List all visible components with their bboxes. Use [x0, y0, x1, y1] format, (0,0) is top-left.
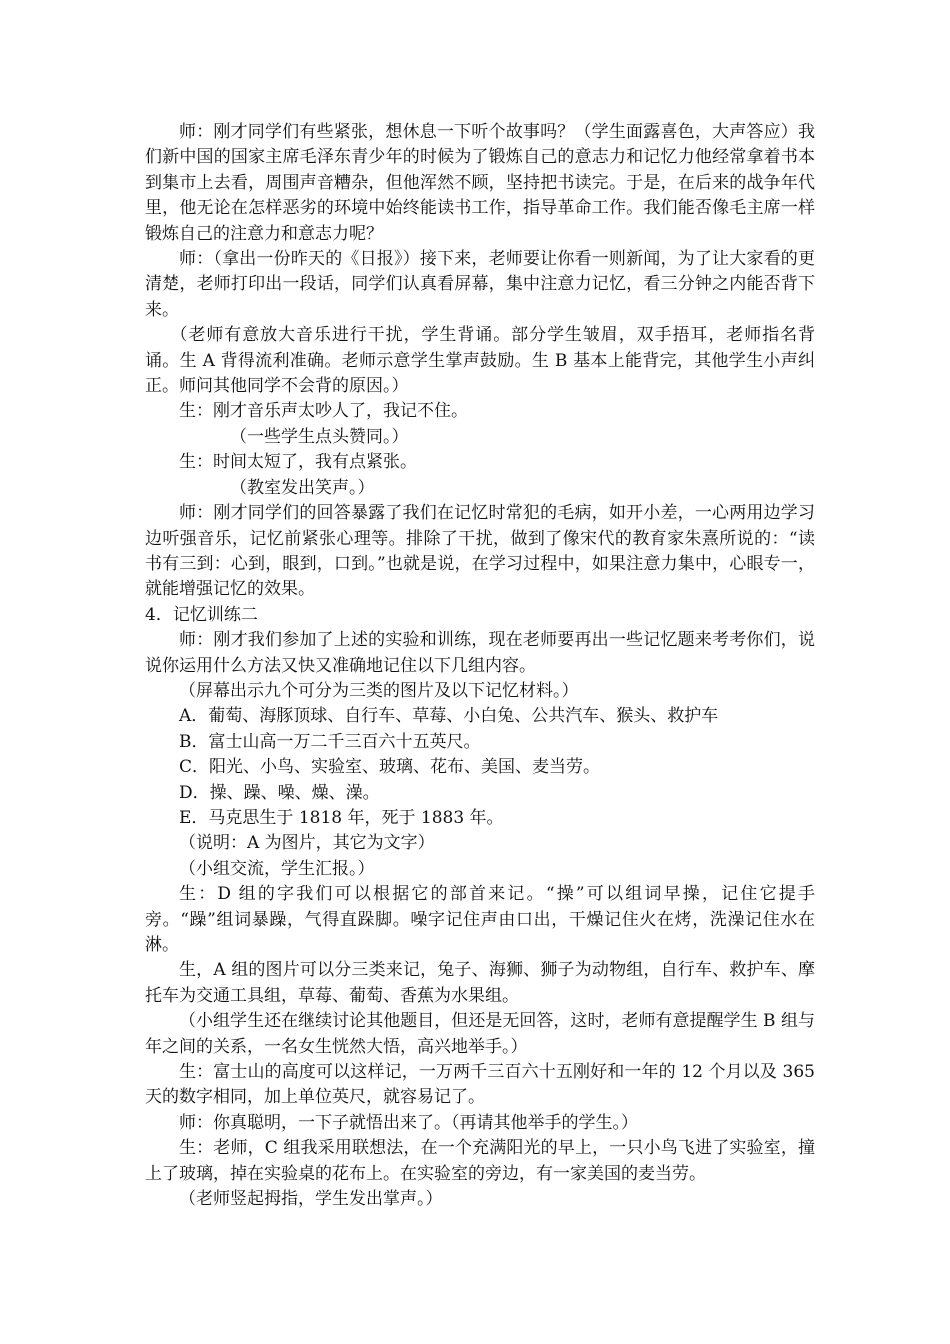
paragraph-student-a-group: 生，A 组的图片可以分三类来记，兔子、海狮、狮子为动物组，自行车、救护车、摩托车为交通工具组，草莓、葡萄、香蕉为水果组。	[145, 960, 815, 1006]
paragraph-thumbs-up: （老师竖起拇指，学生发出掌声。）	[179, 1189, 443, 1210]
paragraph-group-exchange: （小组交流，学生汇报。）	[179, 858, 375, 879]
paragraph-note: （说明：A 为图片，其它为文字）	[179, 833, 435, 854]
list-item-a: A．葡萄、海豚顶球、自行车、草莓、小白兔、公共汽车、猴头、救护车	[179, 706, 719, 727]
paragraph-laughter: （教室发出笑声。）	[230, 477, 375, 498]
paragraph-student-d-group: 生：D 组的字我们可以根据它的部首来记。“操”可以组词早操，记住它提手旁。“躁”组词暴躁，气得直跺脚。噪字记住声由口出，干燥记住火在烤，洗澡记住水在淋。	[145, 884, 815, 955]
document-page	[145, 120, 815, 1212]
paragraph-student-noise: 生：刚才音乐声太吵人了，我记不住。	[179, 401, 468, 422]
section-heading-memory-training-2: 4．记忆训练二	[145, 604, 258, 625]
paragraph-teacher-summary: 师：刚才同学们的回答暴露了我们在记忆时常犯的毛病，如开小差，一心两用边学习边听强音乐，记忆前紧张心理等。排除了干扰，做到了像宋代的教育家朱熹所说的：“读书有三到：心到，眼到，口到。”也就是说，在学习过程中，如果注意力集中，心眼专一，就能增强记忆的效果。	[145, 503, 815, 600]
paragraph-students-nod: （一些学生点头赞同。）	[230, 426, 409, 447]
paragraph-newspaper: 师：（拿出一份昨天的《日报》）接下来，老师要让你看一则新闻，为了让大家看的更清楚，老师打印出一段话，同学们认真看屏幕，集中注意力记忆，看三分钟之内能否背下来。	[145, 249, 815, 320]
paragraph-teacher-quiz: 师：刚才我们参加了上述的实验和训练，现在老师要再出一些记忆题来考考你们，说说你运用什么方法又快又准确地记住以下几组内容。	[145, 630, 815, 676]
paragraph-teacher-praise: 师：你真聪明，一下子就悟出来了。（再请其他举手的学生。）	[179, 1112, 638, 1133]
paragraph-music-interference: （老师有意放大音乐进行干扰，学生背诵。部分学生皱眉，双手捂耳，老师指名背诵。生 A 背得流利准确。老师示意学生掌声鼓励。生 B 基本上能背完，其他学生小声纠正。师问其他同学不会背的原因。）	[145, 325, 815, 397]
list-item-b: B．富士山高一万二千三百六十五英尺。	[179, 731, 481, 752]
paragraph-student-nervous: 生：时间太短了，我有点紧张。	[179, 452, 417, 473]
paragraph-screen-shows: （屏幕出示九个可分为三类的图片及以下记忆材料。）	[179, 680, 579, 701]
list-item-e: E．马克思生于 1818 年，死于 1883 年。	[179, 807, 504, 828]
list-item-d: D．操、躁、噪、燥、澡。	[179, 782, 380, 803]
paragraph-teacher-hint: （小组学生还在继续讨论其他题目，但还是无回答，这时，老师有意提醒学生 B 组与年之间的关系，一名女生恍然大悟，高兴地举手。）	[145, 1011, 815, 1057]
list-item-c: C．阳光、小鸟、实验室、玻璃、花布、美国、麦当劳。	[179, 757, 601, 778]
paragraph-mao-story: 师：刚才同学们有些紧张，想休息一下听个故事吗？（学生面露喜色，大声答应）我们新中国的国家主席毛泽东青少年的时候为了锻炼自己的意志力和记忆力他经常拿着书本到集市上去看，周围声音糟杂，但他浑然不顾，坚持把书读完。于是，在后来的战争年代里，他无论在怎样恶劣的环境中始终能读书工作，指导革命工作。我们能否像毛主席一样锻炼自己的注意力和意志力呢？	[145, 122, 815, 244]
paragraph-student-c-group: 生：老师，C 组我采用联想法，在一个充满阳光的早上，一只小鸟飞进了实验室，撞上了玻璃，掉在实验桌的花布上。在实验室的旁边，有一家美国的麦当劳。	[145, 1138, 815, 1184]
paragraph-student-fuji: 生：富士山的高度可以这样记，一万两千三百六十五刚好和一年的 12 个月以及 365 天的数字相同，加上单位英尺，就容易记了。	[145, 1062, 815, 1108]
